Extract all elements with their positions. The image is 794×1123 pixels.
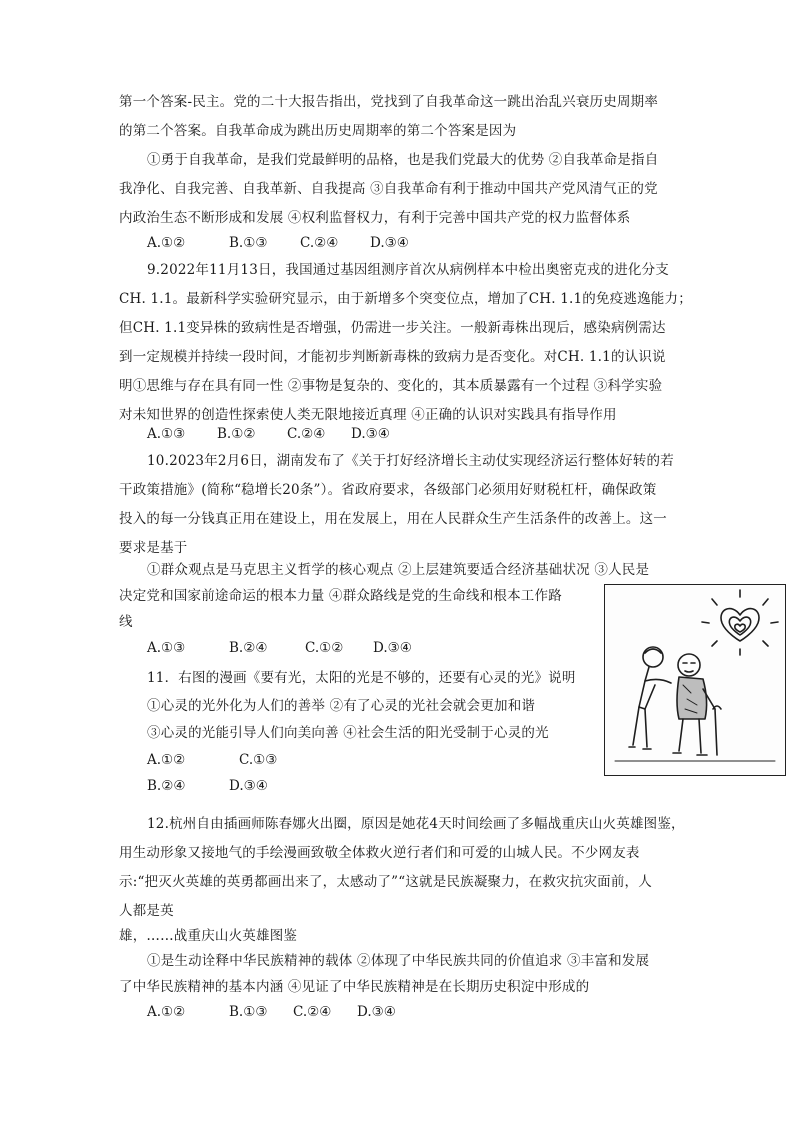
q10-statements-line-2: 决定党和国家前途命运的根本力量 ④群众路线是党的生命线和根本工作路	[119, 588, 562, 604]
q9-stem-line-5: 明①思维与存在具有同一性 ②事物是复杂的、变化的，其本质暴露有一个过程 ③科学实验	[119, 378, 663, 394]
q12-stem-line-5: 雄，……战重庆山火英雄图鉴	[119, 928, 298, 944]
q9-stem-line-1: 9.2022年11月13日，我国通过基因组测序首次从病例样本中检出奥密克戎的进化分支	[147, 262, 669, 278]
q11-options-row-1	[147, 750, 277, 770]
q11-option-c[interactable]: C.①③	[239, 752, 278, 768]
q12-stem-line-4: 人都是英	[119, 903, 174, 919]
q10-stem-line-3: 投入的每一分钱真正用在建设上，用在发展上，用在人民群众生产生活条件的改善上。这一	[119, 511, 667, 527]
q12-statements-line-2: 了中华民族精神的基本内涵 ④见证了中华民族精神是在长期历史积淀中形成的	[119, 979, 590, 995]
q10-options	[147, 638, 412, 658]
q10-statements-line-3: 线	[119, 614, 133, 630]
q8-option-a[interactable]: A.①②	[147, 235, 186, 251]
q10-option-d[interactable]: D.③④	[373, 640, 412, 656]
q8-stem-line-1: 第一个答案-民主。党的二十大报告指出，党找到了自我革命这一跳出治乱兴衰历史周期率	[119, 94, 659, 110]
q12-stem-line-1: 12.杭州自由插画师陈春娜火出圈，原因是她花4天时间绘画了多幅战重庆山火英雄图鉴，	[147, 816, 685, 832]
q9-option-b[interactable]: B.①②	[217, 426, 256, 442]
q9-stem-line-2: CH. 1.1。最新科学实验研究显示，由于新增多个突变位点，增加了CH. 1.1的免疫逃逸能力；	[119, 291, 692, 307]
q10-stem-line-2: 干政策措施》(简称“稳增长20条”）。省政府要求，各级部门必须用好财税杠杆，确保政策	[119, 482, 657, 498]
q9-option-d[interactable]: D.③④	[351, 426, 390, 442]
q12-statements-line-1: ①是生动诠释中华民族精神的载体 ②体现了中华民族共同的价值追求 ③丰富和发展	[147, 953, 650, 969]
q12-stem-line-2: 用生动形象又接地气的手绘漫画致敬全体救火逆行者们和可爱的山城人民。不少网友表	[119, 845, 640, 861]
q8-statements-line-1: ①勇于自我革命，是我们党最鲜明的品格，也是我们党最大的优势 ②自我革命是指自	[147, 152, 659, 168]
q10-option-b[interactable]: B.②④	[229, 640, 268, 656]
q12-options	[147, 1002, 396, 1022]
q9-option-a[interactable]: A.①③	[147, 426, 186, 442]
q9-stem-line-3: 但CH. 1.1变异株的致病性是否增强，仍需进一步关注。一般新毒株出现后，感染病例需达	[119, 320, 666, 336]
q8-option-b[interactable]: B.①③	[229, 235, 268, 251]
q11-statements-line-1: ①心灵的光外化为人们的善举 ②有了心灵的光社会就会更加和谐	[147, 698, 536, 714]
q9-stem-line-4: 到一定规模并持续一段时间，才能初步判断新毒株的致病力是否变化。对CH. 1.1的认识说	[119, 349, 666, 365]
q10-statements-line-1: ①群众观点是马克思主义哲学的核心观点 ②上层建筑要适合经济基础状况 ③人民是	[147, 562, 650, 578]
q8-stem-line-2: 的第二个答案。自我革命成为跳出历史周期率的第二个答案是因为	[119, 123, 517, 139]
q11-statements-line-2: ③心灵的光能引导人们向美向善 ④社会生活的阳光受制于心灵的光	[147, 725, 549, 741]
q10-stem-line-4: 要求是基于	[119, 540, 188, 556]
q11-option-a[interactable]: A.①②	[147, 752, 186, 768]
q9-stem-line-6: 对未知世界的创造性探索使人类无限地接近真理 ④正确的认识对实践具有指导作用	[119, 407, 617, 423]
q11-option-d[interactable]: D.③④	[229, 778, 268, 794]
q11-stem: 11．右图的漫画《要有光，太阳的光是不够的，还要有心灵的光》说明	[147, 670, 576, 686]
q8-option-d[interactable]: D.③④	[370, 235, 409, 251]
two-elderly-men-heart-icon	[605, 585, 785, 775]
q12-option-a[interactable]: A.①②	[147, 1004, 186, 1020]
q10-option-c[interactable]: C.①②	[305, 640, 344, 656]
q12-option-c[interactable]: C.②④	[293, 1004, 332, 1020]
q9-options	[147, 424, 390, 444]
q8-statements-line-3: 内政治生态不断形成和发展 ④权利监督权力，有利于完善中国共产党的权力监督体系	[119, 210, 631, 226]
q8-option-c[interactable]: C.②④	[300, 235, 339, 251]
q11-options-row-2	[147, 776, 268, 796]
q10-stem-line-1: 10.2023年2月6日，湖南发布了《关于打好经济增长主动仗实现经济运行整体好转的若	[147, 453, 674, 469]
q9-option-c[interactable]: C.②④	[287, 426, 326, 442]
q8-options	[147, 233, 409, 253]
q10-option-a[interactable]: A.①③	[147, 640, 186, 656]
q12-option-b[interactable]: B.①③	[229, 1004, 268, 1020]
cartoon-illustration	[604, 584, 786, 776]
q12-option-d[interactable]: D.③④	[357, 1004, 396, 1020]
q12-stem-line-3: 示:“把灭火英雄的英勇都画出来了，太感动了”“这就是民族凝聚力，在救灾抗灾面前，人	[119, 874, 652, 890]
q11-option-b[interactable]: B.②④	[147, 778, 186, 794]
q8-statements-line-2: 我净化、自我完善、自我革新、自我提高 ③自我革命有利于推动中国共产党风清气正的党	[119, 181, 658, 197]
